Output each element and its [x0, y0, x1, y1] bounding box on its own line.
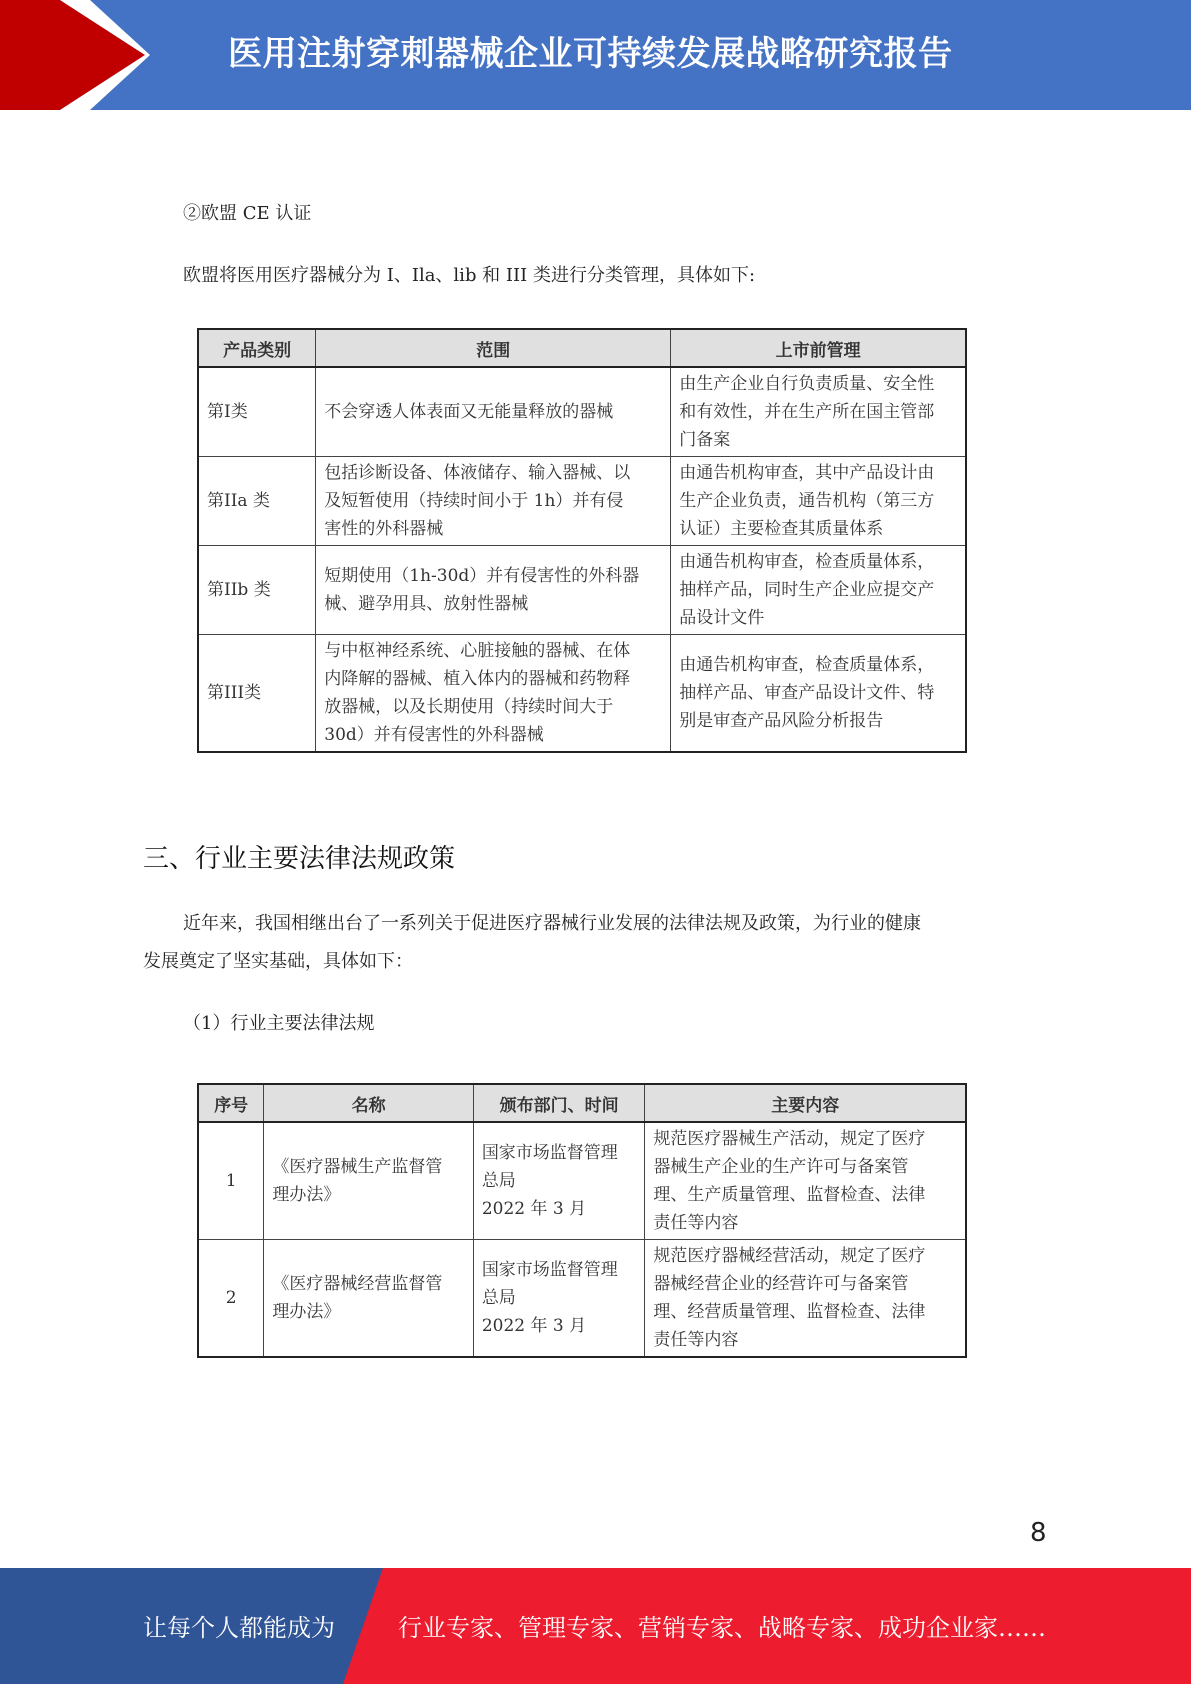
- table-cell: 由通告机构审查，检查质量体系， 抽样产品，同时生产企业应提交产 品设计文件: [671, 546, 966, 635]
- table-cell: 由生产企业自行负责质量、安全性 和有效性，并在生产所在国主管部 门备案: [671, 367, 966, 457]
- table-cell: 《医疗器械经营监督管 理办法》: [264, 1240, 473, 1358]
- table-cell: 包括诊断设备、体液储存、输入器械、以 及短暂使用（持续时间小于 1h）并有侵 害性的外科器械: [316, 457, 671, 546]
- header-band: [0, 0, 1191, 110]
- column-header: 序号: [198, 1084, 264, 1122]
- table-row: [198, 367, 966, 457]
- ce-subtitle: ②欧盟 CE 认证: [183, 203, 312, 224]
- table-cell: 与中枢神经系统、心脏接触的器械、在体 内降解的器械、植入体内的器械和药物释 放器械，以及长期使用（持续时间大于 30d）并有侵害性的外科器械: [316, 635, 671, 753]
- column-header: 颁布部门、时间: [473, 1084, 645, 1122]
- table-row: [198, 546, 966, 635]
- sub-heading: （1）行业主要法律法规: [183, 1013, 375, 1034]
- table-cell: 第I类: [198, 367, 316, 457]
- table-cell: 国家市场监督管理 总局 2022 年 3 月: [473, 1122, 645, 1240]
- column-header: 范围: [316, 329, 671, 367]
- table-header-row: [198, 1084, 966, 1122]
- section-paragraph-line: 近年来，我国相继出台了一系列关于促进医疗器械行业发展的法律法规及政策，为行业的健康: [183, 913, 921, 934]
- table-cell: 第IIb 类: [198, 546, 316, 635]
- column-header: 产品类别: [198, 329, 316, 367]
- table-row: [198, 457, 966, 546]
- table-row: [198, 1122, 966, 1240]
- table-cell: 规范医疗器械经营活动，规定了医疗 器械经营企业的经营许可与备案管 理、经营质量管理、监督检查、法律 责任等内容: [645, 1240, 966, 1358]
- ce-intro: 欧盟将医用医疗器械分为 I、Ila、lib 和 III 类进行分类管理，具体如下:: [183, 265, 756, 286]
- table-cell: 《医疗器械生产监督管 理办法》: [264, 1122, 473, 1240]
- ce-classification-table: [197, 328, 967, 753]
- table-cell: 国家市场监督管理 总局 2022 年 3 月: [473, 1240, 645, 1358]
- column-header: 主要内容: [645, 1084, 966, 1122]
- laws-table: [197, 1083, 967, 1358]
- table-row: [198, 1240, 966, 1358]
- section-paragraph-line: 发展奠定了坚实基础，具体如下：: [143, 951, 413, 972]
- table-cell: 不会穿透人体表面又无能量释放的器械: [316, 367, 671, 457]
- footer-slogan-right: 行业专家、管理专家、营销专家、战略专家、成功企业家……: [398, 1614, 1046, 1642]
- table-cell: 2: [198, 1240, 264, 1358]
- report-title: 医用注射穿刺器械企业可持续发展战略研究报告: [228, 34, 953, 74]
- table-header-row: [198, 329, 966, 367]
- table-cell: 第IIa 类: [198, 457, 316, 546]
- table-cell: 规范医疗器械生产活动，规定了医疗 器械生产企业的生产许可与备案管 理、生产质量管理、监督检查、法律 责任等内容: [645, 1122, 966, 1240]
- footer-band: [0, 1568, 1191, 1684]
- table-cell: 短期使用（1h-30d）并有侵害性的外科器 械、避孕用具、放射性器械: [316, 546, 671, 635]
- section-heading: 三、行业主要法律法规政策: [143, 844, 456, 874]
- table-cell: 第III类: [198, 635, 316, 753]
- footer-slogan-left: 让每个人都能成为: [143, 1614, 335, 1642]
- page-number: 8: [1030, 1518, 1047, 1548]
- table-cell: 由通告机构审查，其中产品设计由 生产企业负责，通告机构（第三方 认证）主要检查其质量体系: [671, 457, 966, 546]
- column-header: 上市前管理: [671, 329, 966, 367]
- column-header: 名称: [264, 1084, 473, 1122]
- table-cell: 由通告机构审查，检查质量体系， 抽样产品、审查产品设计文件、特 别是审查产品风险分析报告: [671, 635, 966, 753]
- table-row: [198, 635, 966, 753]
- table-cell: 1: [198, 1122, 264, 1240]
